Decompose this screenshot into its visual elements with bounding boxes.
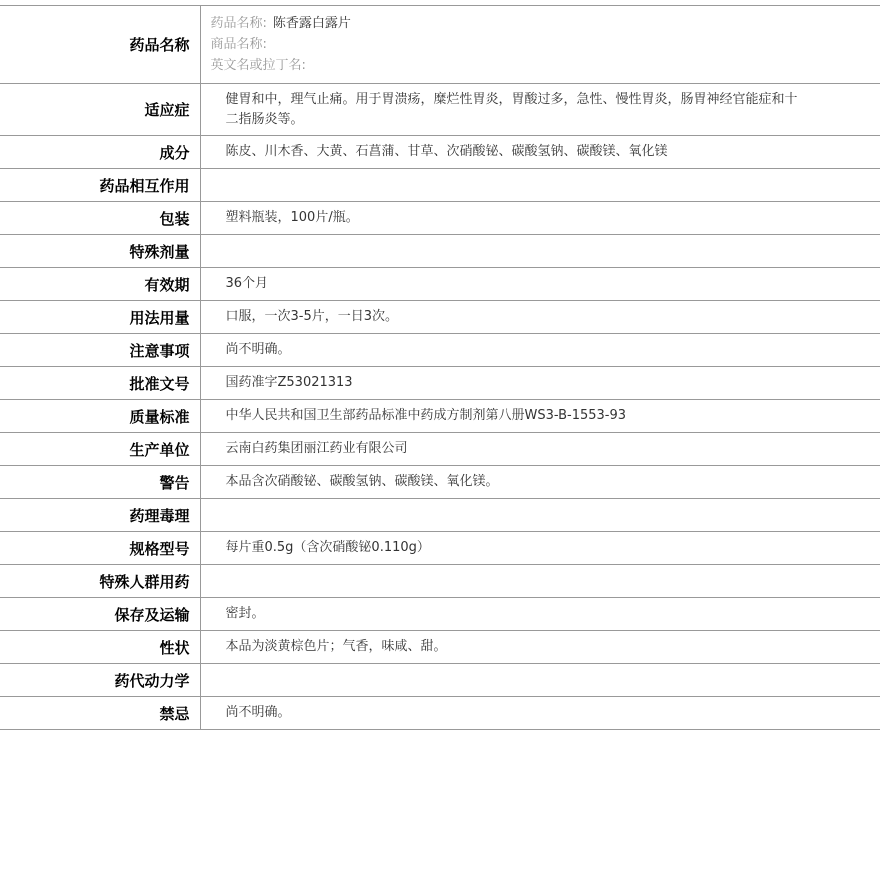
description-label: 性状 bbox=[0, 631, 200, 664]
packaging-value: 塑料瓶装，100片/瓶。 bbox=[200, 202, 880, 235]
specification-row bbox=[0, 532, 880, 565]
pharmacokinetics-row bbox=[0, 664, 880, 697]
dosage-label: 用法用量 bbox=[0, 301, 200, 334]
indications-value: 健胃和中，理气止痛。用于胃溃疡，糜烂性胃炎，胃酸过多，急性、慢性胃炎，肠胃神经官能症和十二指肠炎等。 bbox=[200, 84, 880, 136]
indications-label: 适应症 bbox=[0, 84, 200, 136]
description-value: 本品为淡黄棕色片；气香，味咸、甜。 bbox=[200, 631, 880, 664]
quality-standard-value: 中华人民共和国卫生部药品标准中药成方制剂第八册WS3-B-1553-93 bbox=[200, 400, 880, 433]
special-dosage-value bbox=[200, 235, 880, 268]
interactions-row bbox=[0, 169, 880, 202]
special-dosage-label: 特殊剂量 bbox=[0, 235, 200, 268]
precautions-label: 注意事项 bbox=[0, 334, 200, 367]
dosage-row bbox=[0, 301, 880, 334]
warning-row bbox=[0, 466, 880, 499]
ingredients-row bbox=[0, 136, 880, 169]
warning-value: 本品含次硝酸铋、碳酸氢钠、碳酸镁、氧化镁。 bbox=[200, 466, 880, 499]
pharmacology-row bbox=[0, 499, 880, 532]
generic-name-value: 陈香露白露片 bbox=[272, 16, 351, 31]
storage-row bbox=[0, 598, 880, 631]
manufacturer-label: 生产单位 bbox=[0, 433, 200, 466]
trade-name-key: 商品名称: bbox=[210, 37, 267, 52]
special-dosage-row bbox=[0, 235, 880, 268]
contraindications-value: 尚不明确。 bbox=[200, 697, 880, 730]
pharmacology-label: 药理毒理 bbox=[0, 499, 200, 532]
dosage-value: 口服，一次3-5片，一日3次。 bbox=[200, 301, 880, 334]
generic-name-line bbox=[211, 13, 801, 34]
english-name-line bbox=[211, 55, 801, 76]
specification-label: 规格型号 bbox=[0, 532, 200, 565]
manufacturer-row bbox=[0, 433, 880, 466]
description-row bbox=[0, 631, 880, 664]
indications-row bbox=[0, 84, 880, 136]
pharmacokinetics-label: 药代动力学 bbox=[0, 664, 200, 697]
precautions-row bbox=[0, 334, 880, 367]
contraindications-row bbox=[0, 697, 880, 730]
specification-value: 每片重0.5g（含次硝酸铋0.110g） bbox=[200, 532, 880, 565]
shelf-life-row bbox=[0, 268, 880, 301]
packaging-row bbox=[0, 202, 880, 235]
interactions-label: 药品相互作用 bbox=[0, 169, 200, 202]
special-population-label: 特殊人群用药 bbox=[0, 565, 200, 598]
approval-number-row bbox=[0, 367, 880, 400]
drug-name-row bbox=[0, 6, 880, 84]
pharmacology-value bbox=[200, 499, 880, 532]
storage-value: 密封。 bbox=[200, 598, 880, 631]
special-population-row bbox=[0, 565, 880, 598]
approval-number-value: 国药准字Z53021313 bbox=[200, 367, 880, 400]
ingredients-label: 成分 bbox=[0, 136, 200, 169]
manufacturer-value: 云南白药集团丽江药业有限公司 bbox=[200, 433, 880, 466]
ingredients-value: 陈皮、川木香、大黄、石菖蒲、甘草、次硝酸铋、碳酸氢钠、碳酸镁、氧化镁 bbox=[200, 136, 880, 169]
warning-label: 警告 bbox=[0, 466, 200, 499]
interactions-value bbox=[200, 169, 880, 202]
trade-name-line bbox=[211, 34, 801, 55]
shelf-life-label: 有效期 bbox=[0, 268, 200, 301]
contraindications-label: 禁忌 bbox=[0, 697, 200, 730]
generic-name-key: 药品名称: bbox=[210, 16, 267, 31]
drug-name-values bbox=[200, 6, 880, 84]
quality-standard-label: 质量标准 bbox=[0, 400, 200, 433]
quality-standard-row bbox=[0, 400, 880, 433]
english-name-key: 英文名或拉丁名: bbox=[210, 58, 306, 73]
drug-info-table bbox=[0, 5, 880, 730]
pharmacokinetics-value bbox=[200, 664, 880, 697]
storage-label: 保存及运输 bbox=[0, 598, 200, 631]
drug-name-label: 药品名称 bbox=[0, 6, 200, 84]
shelf-life-value: 36个月 bbox=[200, 268, 880, 301]
approval-number-label: 批准文号 bbox=[0, 367, 200, 400]
special-population-value bbox=[200, 565, 880, 598]
precautions-value: 尚不明确。 bbox=[200, 334, 880, 367]
packaging-label: 包装 bbox=[0, 202, 200, 235]
